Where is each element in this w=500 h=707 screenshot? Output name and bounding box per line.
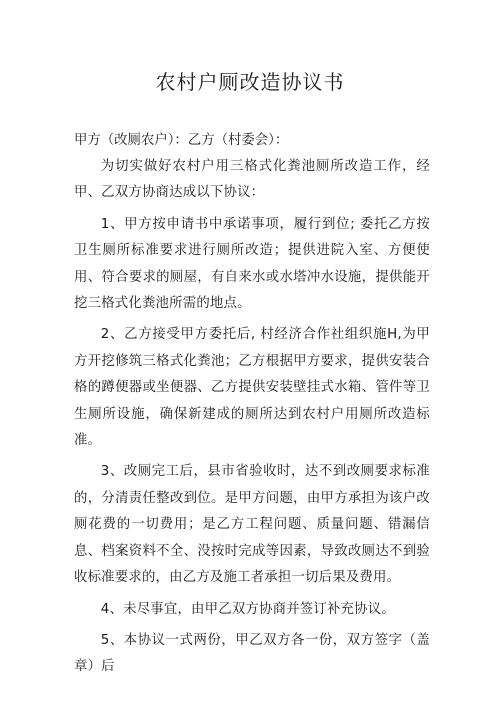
paragraph-clause-2: 2、乙方接受甲方委托后, 村经济合作社组织施H,为甲方开挖修筑三格式化粪池；乙方根据甲方要求，提供安装合格的蹲便器或坐便器、乙方提供安装壁挂式水箱、管件等卫生厕所设施，确保新建成的厕所达到农村户用厕所改造标准。 [74, 327, 430, 449]
paragraph-intro: 为切实做好农村户用三格式化粪池厕所改造工作，经甲、乙双方协商达成以下协议： [74, 159, 430, 201]
paragraph-clause-4: 4、未尽事宜，由甲乙双方协商并签订补充协议。 [100, 601, 395, 617]
paragraph-clause-5: 5、本协议一式两份，甲乙双方各一份，双方签字（盖章）后 [74, 632, 430, 675]
document-body [74, 154, 430, 681]
party-line: 甲方（改厕农户）：乙方（村委会）： [74, 133, 289, 148]
document-title: 农村户厕改造协议书 [155, 70, 345, 94]
paragraph-clause-3: 3、改厕完工后，县市省验收时，达不到改厕要求标准的，分清责任整改到位。是甲方问题，由甲方承担为该户改厕花费的一切费用；是乙方工程问题、质量问题、错漏信息、档案资料不全、没按时完成等因素，导致改厕达不到验收标准要求的，由乙方及施工者承担一切后果及费用。 [74, 464, 430, 586]
paragraph-clause-1: 1、甲方按申请书中承诺事项，履行到位; 委托乙方按卫生厕所标准要求进行厕所改造；提供进院入室、方便使用、符合要求的厕屋，有自来水或水塔冲水设施，提供能开挖三格式化粪池所需的地点。 [74, 216, 430, 312]
